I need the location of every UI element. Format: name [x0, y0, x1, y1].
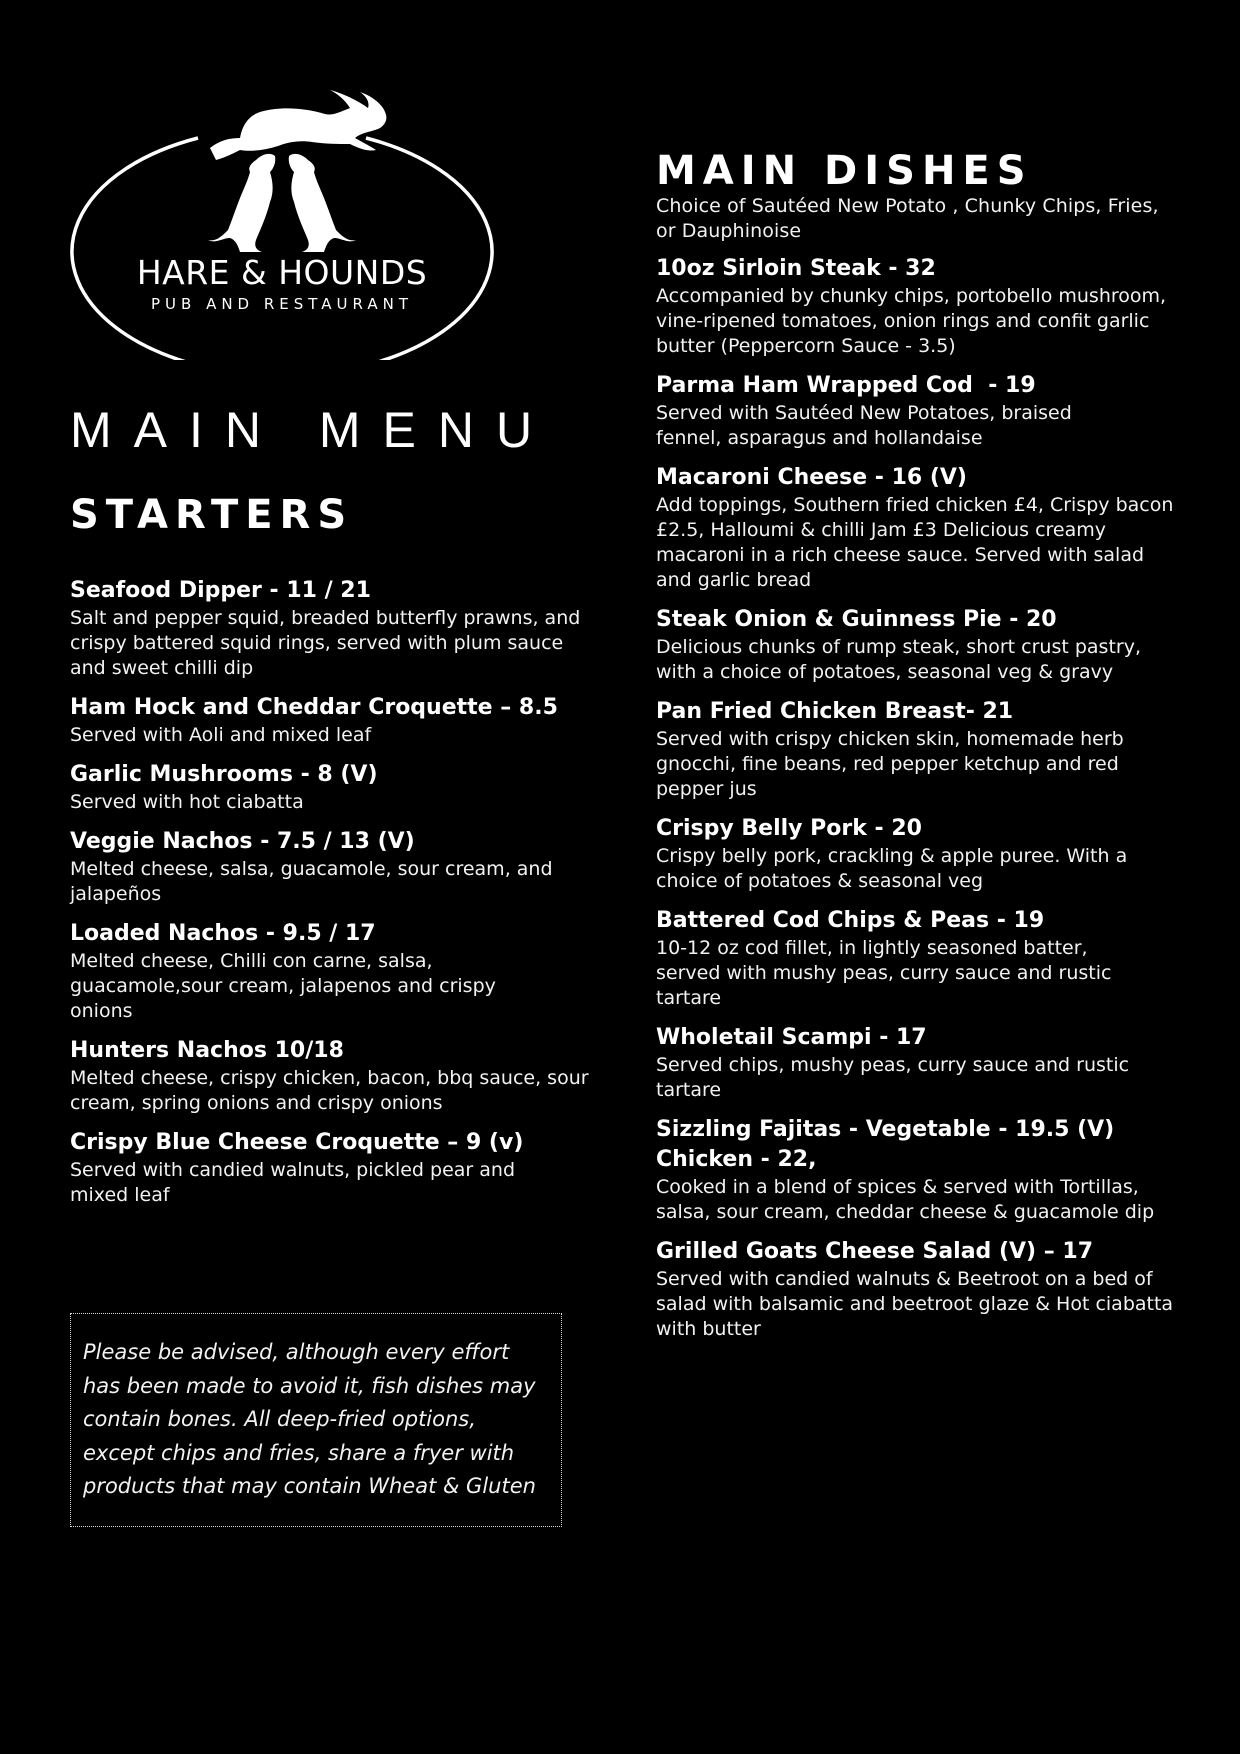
menu-item — [656, 1023, 1176, 1103]
menu-item — [656, 463, 1176, 593]
main-dishes-section — [656, 148, 1176, 1354]
menu-item-description: Accompanied by chunky chips, portobello mushroom, vine-ripened tomatoes, onion rings and confit garlic butter (Peppercorn Sauce - 3.5) — [656, 285, 1167, 357]
menu-item — [70, 693, 590, 748]
menu-item-title: Loaded Nachos - 9.5 / 17 — [70, 921, 376, 946]
menu-item-description: Melted cheese, crispy chicken, bacon, bbq sauce, sour cream, spring onions and crispy onions — [70, 1067, 589, 1114]
starters-section — [70, 492, 590, 1220]
menu-item — [656, 254, 1176, 359]
menu-item — [70, 919, 590, 1024]
menu-item — [656, 906, 1176, 1011]
menu-item-description: Served with candied walnuts, pickled pear and mixed leaf — [70, 1159, 516, 1206]
menu-item-title: 10oz Sirloin Steak - 32 — [656, 256, 936, 281]
page-title: MAIN MENU — [70, 402, 555, 458]
menu-item — [656, 697, 1176, 802]
starters-list — [70, 576, 590, 1208]
logo-tagline: PUB AND RESTAURANT — [150, 295, 414, 313]
menu-item-title: Crispy Belly Pork - 20 — [656, 816, 922, 841]
menu-item-description: Cooked in a blend of spices & served with Tortillas, salsa, sour cream, cheddar cheese & guacamole dip — [656, 1176, 1155, 1223]
main-dishes-heading: MAIN DISHES — [656, 148, 1033, 194]
menu-item-description: Salt and pepper squid, breaded butterfly prawns, and crispy battered squid rings, served with plum sauce and sweet chilli dip — [70, 607, 581, 679]
main-dishes-list — [656, 254, 1176, 1342]
menu-item — [70, 576, 590, 681]
menu-item-description: Served with Aoli and mixed leaf — [70, 724, 372, 746]
menu-item-title: Wholetail Scampi - 17 — [656, 1025, 927, 1050]
menu-item-description: Served chips, mushy peas, curry sauce and rustic tartare — [656, 1054, 1130, 1101]
starters-heading: STARTERS — [70, 492, 354, 538]
menu-item-description: Served with Sautéed New Potatoes, braised fennel, asparagus and hollandaise — [656, 402, 1072, 449]
menu-item-title: Ham Hock and Cheddar Croquette – 8.5 — [70, 695, 558, 720]
menu-item-description: Crispy belly pork, crackling & apple puree. With a choice of potatoes & seasonal veg — [656, 845, 1128, 892]
menu-item-description: Served with crispy chicken skin, homemade herb gnocchi, fine beans, red pepper ketchup and red pepper jus — [656, 728, 1124, 800]
menu-item-title: Macaroni Cheese - 16 (V) — [656, 465, 967, 490]
logo — [70, 88, 494, 360]
menu-item-title: Crispy Blue Cheese Croquette – 9 (v) — [70, 1130, 524, 1155]
allergen-notice: Please be advised, although every effort has been made to avoid it, fish dishes may contain bones. All deep-fried options, except chips and fries, share a fryer with products that may contain Wheat & Gluten — [70, 1313, 562, 1527]
menu-item-description: Melted cheese, Chilli con carne, salsa, guacamole,sour cream, jalapenos and crispy onions — [70, 950, 496, 1022]
menu-item-title: Veggie Nachos - 7.5 / 13 (V) — [70, 829, 415, 854]
menu-item-title: Hunters Nachos 10/18 — [70, 1038, 344, 1063]
menu-item-description: Add toppings, Southern fried chicken £4, Crispy bacon £2.5, Halloumi & chilli Jam £3 Delicious creamy macaroni in a rich cheese sauce. Served with salad and garlic bread — [656, 494, 1174, 591]
menu-item — [656, 371, 1176, 451]
menu-item-title: Steak Onion & Guinness Pie - 20 — [656, 607, 1057, 632]
menu-item — [70, 760, 590, 815]
menu-item — [70, 1128, 590, 1208]
menu-item — [70, 827, 590, 907]
menu-item-title: Battered Cod Chips & Peas - 19 — [656, 908, 1045, 933]
menu-item — [656, 605, 1176, 685]
menu-item-title: Sizzling Fajitas - Vegetable - 19.5 (V) Chicken - 22, — [656, 1117, 1115, 1172]
main-dishes-intro: Choice of Sautéed New Potato , Chunky Chips, Fries, or Dauphinoise — [656, 195, 1159, 242]
menu-item-title: Grilled Goats Cheese Salad (V) – 17 — [656, 1239, 1094, 1264]
menu-item-description: 10-12 oz cod fillet, in lightly seasoned batter, served with mushy peas, curry sauce and rustic tartare — [656, 937, 1112, 1009]
menu-item-description: Melted cheese, salsa, guacamole, sour cream, and jalapeños — [70, 858, 553, 905]
menu-item-title: Garlic Mushrooms - 8 (V) — [70, 762, 378, 787]
menu-item-description: Served with candied walnuts & Beetroot on a bed of salad with balsamic and beetroot glaze & Hot ciabatta with butter — [656, 1268, 1174, 1340]
menu-item — [70, 1036, 590, 1116]
menu-item — [656, 814, 1176, 894]
menu-item — [656, 1115, 1176, 1225]
logo-name: HARE & HOUNDS — [136, 253, 428, 292]
hare-and-hounds-emblem-icon — [70, 88, 494, 360]
menu-item-title: Seafood Dipper - 11 / 21 — [70, 578, 371, 603]
menu-item-title: Parma Ham Wrapped Cod - 19 — [656, 373, 1036, 398]
menu-item-title: Pan Fried Chicken Breast- 21 — [656, 699, 1014, 724]
menu-item-description: Served with hot ciabatta — [70, 791, 304, 813]
menu-item — [656, 1237, 1176, 1342]
menu-item-description: Delicious chunks of rump steak, short crust pastry, with a choice of potatoes, seasonal veg & gravy — [656, 636, 1142, 683]
